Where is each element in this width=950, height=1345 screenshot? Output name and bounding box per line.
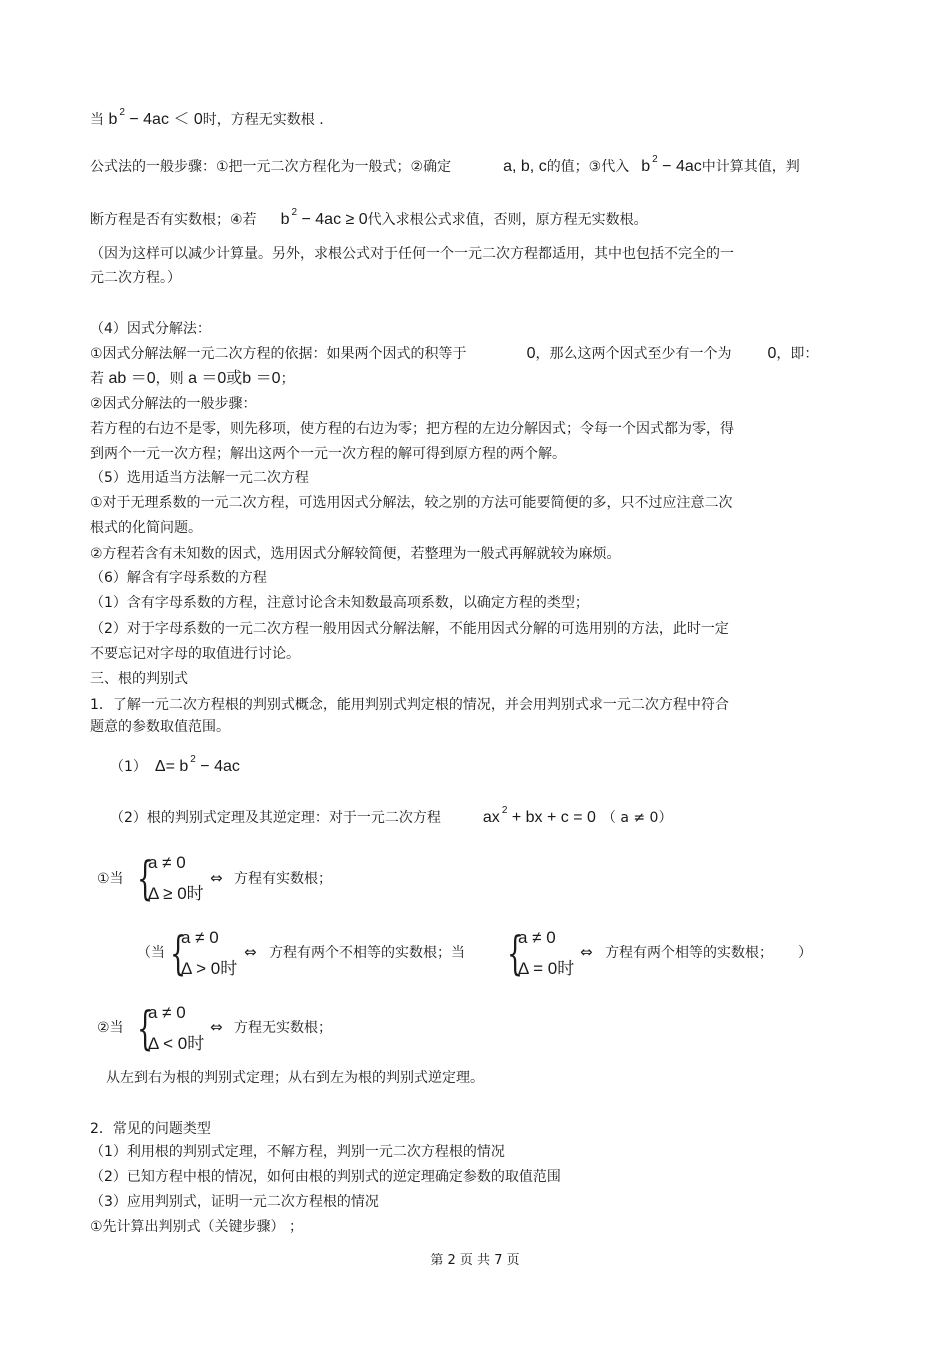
line-factorization-formula: 若 ab ＝0，则 a ＝0或b ＝0； — [90, 370, 295, 387]
case2-text: 方程有两个不相等的实数根；当 — [269, 945, 465, 961]
case3-close: ） — [798, 945, 812, 961]
line-factorization-steps: 若方程的右边不是零，则先移项，使方程的右边为零；把方程的左边分解因式；令每一个因式都为零，得 — [90, 421, 734, 437]
line-factorization-basis: ①因式分解法解一元二次方程的依据：如果两个因式的积等于 0，那么这两个因式至少有一个为 0，即： — [90, 345, 819, 362]
case1-system: { a ≠ 0 Δ ≥ 0时 — [137, 851, 204, 905]
heading-problem-types: 2．常见的问题类型 — [90, 1121, 211, 1137]
line-theorem-direction: 从左到右为根的判别式定理；从右到左为根的判别式逆定理。 — [106, 1070, 484, 1086]
line-problem-type-1: （1）利用根的判别式定理，不解方程，判别一元二次方程根的情况 — [90, 1144, 505, 1160]
iff-icon: ⇔ — [210, 1018, 223, 1036]
line-compute-discriminant: ①先计算出判别式（关键步骤） ； — [90, 1219, 304, 1235]
iff-icon: ⇔ — [210, 869, 223, 887]
line-formula-steps: 公式法的一般步骤：①把一元二次方程化为一般式；②确定 a, b, c的值；③代入 b $^2$ − 4ac中计算其值，判 — [90, 154, 800, 175]
heading-factorization: （4）因式分解法： — [90, 321, 211, 337]
case3-text: 方程有两个相等的实数根； — [605, 945, 773, 961]
case1-text: 方程有实数根； — [234, 871, 332, 887]
line-factorization-steps-title: ②因式分解法的一般步骤： — [90, 396, 257, 412]
case1-lead: ①当 — [97, 871, 124, 887]
line-problem-type-2: （2）已知方程中根的情况，如何由根的判别式的逆定理确定参数的取值范围 — [90, 1169, 561, 1185]
iff-icon: ⇔ — [580, 943, 593, 961]
left-brace-icon: { — [507, 926, 524, 980]
line-discriminant-concept: 1．了解一元二次方程根的判别式概念，能用判别式判定根的情况，并会用判别式求一元二次方程中符合 — [90, 697, 729, 713]
line-no-real-roots: 当 b $^2$ − 4ac ＜ 0时，方程无实数根 . — [90, 107, 324, 128]
heading-choose-method: （5）选用适当方法解一元二次方程 — [90, 470, 309, 486]
line-problem-type-3: （3）应用判别式，证明一元二次方程根的情况 — [90, 1194, 379, 1210]
case4-text: 方程无实数根； — [234, 1020, 332, 1036]
case2-system: { a ≠ 0 Δ > 0时 — [170, 926, 238, 980]
case2-lead: （当 — [137, 945, 165, 961]
line-irrational-coef-cont: 根式的化简问题。 — [90, 520, 202, 536]
left-brace-icon: { — [137, 1001, 154, 1055]
case3-system: { a ≠ 0 Δ = 0时 — [507, 926, 575, 980]
line-letter-coef-1: （1）含有字母系数的方程，注意讨论含未知数最高项系数，以确定方程的类型； — [90, 595, 589, 611]
line-factorization-steps-cont: 到两个一元一次方程；解出这两个一元一次方程的解可得到原方程的两个解。 — [90, 446, 566, 462]
line-discriminant-concept-cont: 题意的参数取值范围。 — [90, 719, 230, 735]
line-delta-definition: （1） Δ= b $^2$ − 4ac — [110, 754, 240, 775]
line-discriminant-theorem: （2）根的判别式定理及其逆定理：对于一元二次方程 ax $^2$ + bx + c = 0 （ a ≠ 0） — [110, 805, 673, 826]
left-brace-icon: { — [137, 851, 154, 905]
line-note-cont: 元二次方程。） — [90, 270, 181, 286]
line-letter-coef-2-cont: 不要忘记对字母的取值进行讨论。 — [90, 646, 300, 662]
line-formula-steps-cont: 断方程是否有实数根；④若 b $^2$ − 4ac ≥ 0代入求根公式求值，否则，原方程无实数根。 — [90, 207, 648, 228]
heading-letter-coef: （6）解含有字母系数的方程 — [90, 570, 267, 586]
heading-discriminant: 三、根的判别式 — [90, 671, 188, 687]
line-irrational-coef: ①对于无理系数的一元二次方程，可选用因式分解法，较之别的方法可能要简便的多，只不过应注意二次 — [90, 495, 733, 511]
line-note: （因为这样可以减少计算量。另外，求根公式对于任何一个一元二次方程都适用，其中也包括不完全的一 — [90, 246, 734, 262]
case4-lead: ②当 — [97, 1020, 124, 1036]
line-letter-coef-2: （2）对于字母系数的一元二次方程一般用因式分解法解，不能用因式分解的可选用别的方法，此时一定 — [90, 621, 729, 637]
page-footer: 第 2 页 共 7 页 — [430, 1253, 520, 1268]
line-unknown-factor: ②方程若含有未知数的因式，选用因式分解较简便，若整理为一般式再解就较为麻烦。 — [90, 546, 621, 562]
left-brace-icon: { — [170, 926, 187, 980]
case4-system: { a ≠ 0 Δ < 0时 — [137, 1001, 205, 1055]
iff-icon: ⇔ — [244, 943, 257, 961]
